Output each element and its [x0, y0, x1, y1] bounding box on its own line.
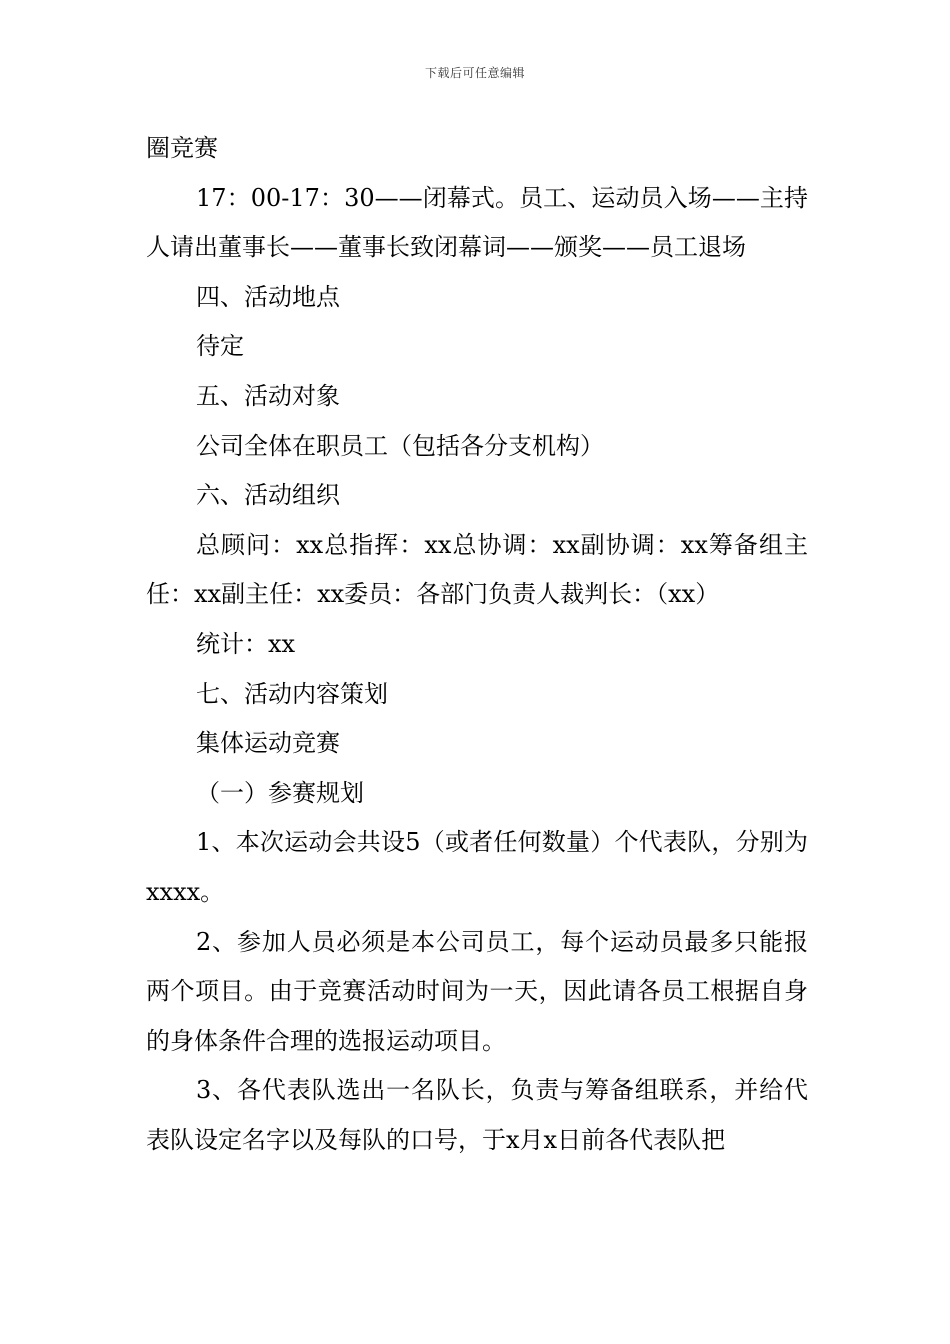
section-heading: 六、活动组织: [196, 481, 340, 510]
paragraph: 总顾问：xx总指挥：xx总协调：xx副协调：xx筹备组主任：xx副主任：xx委员：各部门负责人裁判长：（xx）: [146, 530, 808, 609]
paragraph: 公司全体在职员工（包括各分支机构）: [196, 431, 604, 460]
document-body: [146, 124, 808, 1165]
section-heading: 四、活动地点: [196, 282, 340, 311]
paragraph: 待定: [196, 332, 244, 361]
list-item: 3、各代表队选出一名队长，负责与筹备组联系，并给代表队设定名字以及每队的口号，于x月x日前各代表队把: [146, 1076, 808, 1154]
paragraph: 集体运动竞赛: [196, 729, 340, 758]
list-item: 1、本次运动会共设5（或者任何数量）个代表队，分别为xxxx。: [146, 828, 808, 906]
subsection-heading: （一）参赛规划: [196, 778, 364, 807]
section-heading: 七、活动内容策划: [196, 679, 388, 708]
page-header-note: 下载后可任意编辑: [424, 66, 525, 80]
paragraph: 统计：xx: [196, 629, 296, 658]
paragraph: 圈竞赛: [146, 134, 218, 162]
section-heading: 五、活动对象: [196, 381, 340, 410]
list-item: 2、参加人员必须是本公司员工，每个运动员最多只能报两个项目。由于竞赛活动时间为一天，因此请各员工根据自身的身体条件合理的选报运动项目。: [146, 927, 808, 1055]
paragraph: 17：00-17：30——闭幕式。员工、运动员入场——主持人请出董事长——董事长致闭幕词——颁奖——员工退场: [146, 183, 808, 262]
